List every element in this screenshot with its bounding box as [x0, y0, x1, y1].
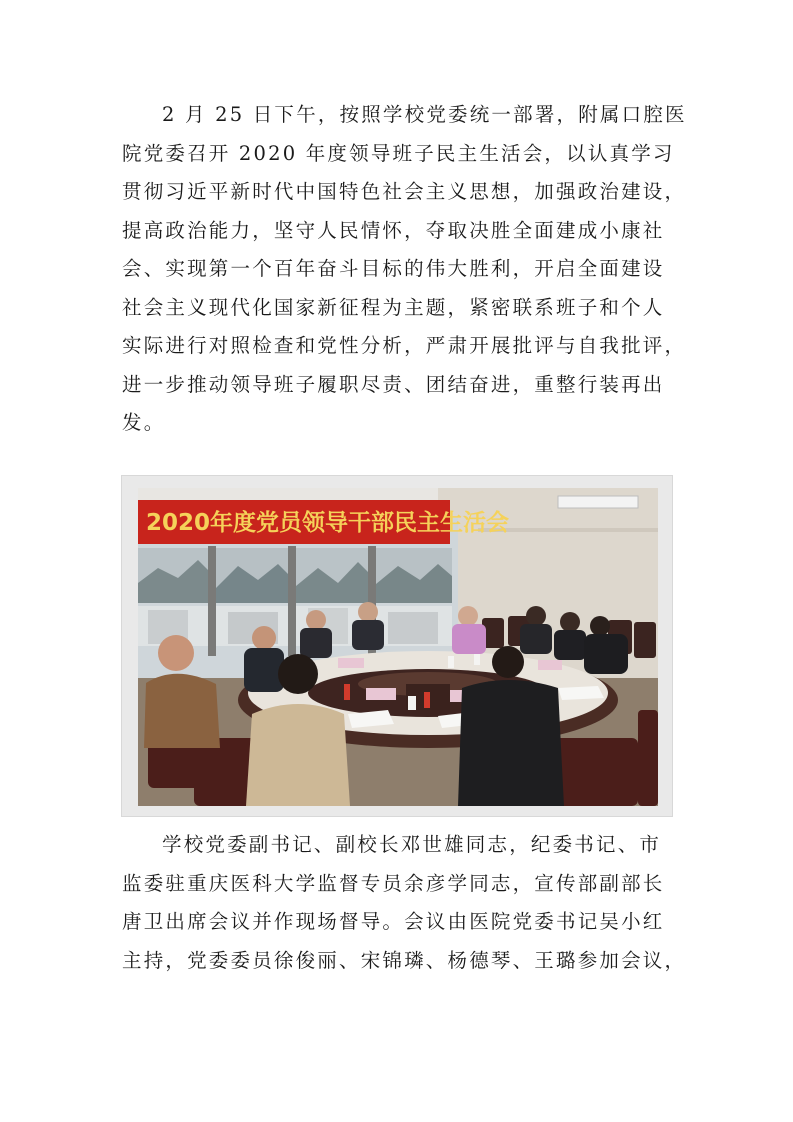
text-line: 院党委召开 2020 年度领导班子民主生活会，以认真学习 [122, 141, 675, 165]
banner-text: 2020年度党员领导干部民主生活会 [146, 510, 510, 536]
text-line: 监委驻重庆医科大学监督专员余彦学同志，宣传部副部长 [122, 871, 665, 895]
text-line: 进一步推动领导班子履职尽责、团结奋进，重整行装再出 [122, 372, 665, 396]
meeting-photo-frame [121, 475, 673, 817]
meeting-photo-illustration [138, 488, 658, 806]
text-line: 会、实现第一个百年奋斗目标的伟大胜利，开启全面建设 [122, 257, 665, 280]
text-line: 2 月 25 日下午，按照学校党委统一部署，附属口腔医 [162, 103, 687, 126]
text-line: 贯彻习近平新时代中国特色社会主义思想，加强政治建设， [122, 180, 687, 203]
text-line: 社会主义现代化国家新征程为主题，紧密联系班子和个人 [122, 295, 665, 319]
meeting-photo [138, 488, 658, 806]
text-line: 发。 [122, 411, 166, 434]
text-line: 学校党委副书记、副校长邓世雄同志，纪委书记、市 [162, 833, 662, 856]
text-line: 提高政治能力，坚守人民情怀，夺取决胜全面建成小康社 [122, 218, 665, 242]
paragraph-intro [122, 96, 687, 443]
text-line: 主持，党委委员徐俊丽、宋锦璘、杨德琴、王璐参加会议， [122, 948, 687, 972]
text-line: 唐卫出席会议并作现场督导。会议由医院党委书记吴小红 [122, 910, 665, 933]
paragraph-attendees [122, 826, 687, 980]
text-line: 实际进行对照检查和党性分析，严肃开展批评与自我批评， [122, 334, 687, 357]
